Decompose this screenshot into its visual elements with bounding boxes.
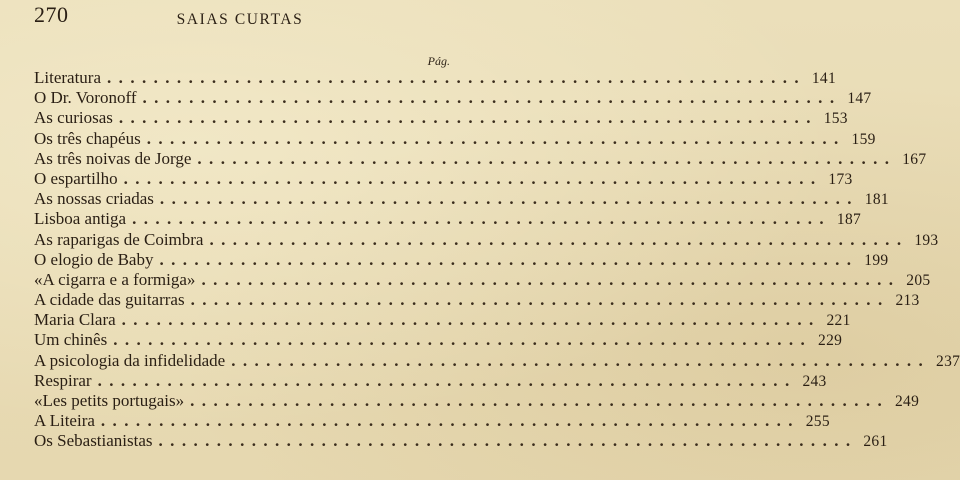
- toc-entry: [34, 108, 848, 128]
- dot-leader: ............................................................: [142, 88, 842, 108]
- toc-entry: [34, 370, 827, 391]
- toc-entry-page: 221: [826, 312, 851, 330]
- dot-leader: ............................................................: [146, 128, 846, 148]
- toc-entry-title: O Dr. Voronoff: [34, 88, 137, 108]
- dot-leader: ............................................................: [132, 209, 832, 229]
- toc-entry-page: 229: [818, 332, 843, 350]
- table-of-contents: [34, 68, 960, 452]
- toc-entry-title: Literatura: [34, 68, 102, 87]
- toc-entry-title: «A cigarra e a formiga»: [34, 269, 196, 289]
- toc-entry-page: 199: [864, 251, 889, 269]
- toc-entry-title: As três noivas de Jorge: [34, 148, 192, 168]
- toc-entry: [34, 168, 853, 189]
- toc-entry-page: 147: [847, 90, 872, 108]
- dot-leader: ............................................................: [190, 391, 890, 410]
- toc-entry: [34, 128, 876, 149]
- page-number: 270: [34, 2, 69, 27]
- toc-entry: [34, 330, 843, 350]
- toc-entry: [34, 88, 872, 108]
- dot-leader: ............................................................: [121, 310, 821, 330]
- toc-entry: [34, 229, 939, 250]
- toc-entry: [34, 209, 862, 229]
- toc-entry-title: Lisboa antiga: [34, 209, 127, 229]
- toc-entry-page: 261: [863, 433, 888, 451]
- dot-leader: ............................................................: [201, 269, 901, 289]
- toc-entry-title: Os Sebastianistas: [34, 431, 153, 451]
- toc-entry-title: As curiosas: [34, 108, 113, 128]
- dot-leader: ............................................................: [190, 290, 890, 310]
- toc-entry-title: As nossas criadas: [34, 189, 154, 209]
- toc-entry-title: A psicologia da infidelidade: [34, 350, 226, 370]
- dot-leader: ............................................................: [197, 148, 897, 168]
- toc-entry-title: Maria Clara: [34, 310, 116, 330]
- toc-entry: [34, 249, 889, 270]
- dot-leader: ............................................................: [159, 249, 859, 269]
- toc-entry-title: As raparigas de Coimbra: [34, 229, 204, 249]
- dot-leader: ............................................................: [100, 411, 800, 431]
- dot-leader: ............................................................: [118, 108, 818, 128]
- toc-entry-title: Respirar: [34, 370, 92, 390]
- toc-entry: [34, 431, 888, 451]
- toc-entry-page: 159: [851, 130, 876, 148]
- dot-leader: ............................................................: [231, 350, 931, 370]
- dot-leader: ............................................................: [97, 370, 797, 390]
- toc-entry: [34, 68, 837, 88]
- page-column-label: Pág.: [427, 54, 450, 68]
- toc-entry-page: 243: [802, 372, 827, 390]
- toc-entry: [34, 290, 920, 310]
- toc-entry-page: 153: [823, 110, 848, 128]
- toc-entry-page: 237: [936, 352, 960, 370]
- dot-leader: ............................................................: [159, 189, 859, 209]
- toc-entry-title: O espartilho: [34, 168, 118, 188]
- toc-entry-page: 193: [914, 231, 939, 249]
- running-title: SAIAS CURTAS: [176, 11, 304, 28]
- toc-entry-title: Os três chapéus: [34, 128, 141, 148]
- dot-leader: ............................................................: [123, 168, 823, 188]
- toc-entry-page: 187: [836, 211, 862, 229]
- toc-entry: [34, 148, 927, 169]
- toc-entry-title: O elogio de Baby: [34, 249, 154, 269]
- toc-entry-title: «Les petits portugais»: [34, 391, 185, 410]
- toc-entry-page: 255: [805, 413, 830, 431]
- toc-entry-page: 141: [811, 70, 837, 87]
- dot-leader: ............................................................: [158, 431, 858, 451]
- toc-entry-page: 181: [864, 191, 889, 209]
- toc-entry-title: A cidade das guitarras: [34, 290, 185, 310]
- dot-leader: ............................................................: [107, 68, 807, 87]
- toc-entry-page: 213: [895, 292, 920, 310]
- dot-leader: ............................................................: [113, 330, 813, 350]
- toc-entry-page: 173: [828, 170, 853, 188]
- dot-leader: ............................................................: [209, 229, 909, 249]
- toc-entry: [34, 189, 889, 209]
- toc-entry: [34, 310, 851, 330]
- toc-entry-page: 205: [906, 271, 931, 289]
- toc-entry: [34, 411, 830, 431]
- toc-entry-title: A Liteira: [34, 411, 95, 431]
- toc-entry: [34, 391, 920, 411]
- toc-entry-page: 249: [895, 393, 920, 410]
- toc-entry: [34, 269, 931, 290]
- toc-entry: [34, 350, 960, 371]
- toc-entry-title: Um chinês: [34, 330, 108, 350]
- toc-entry-page: 167: [902, 150, 927, 168]
